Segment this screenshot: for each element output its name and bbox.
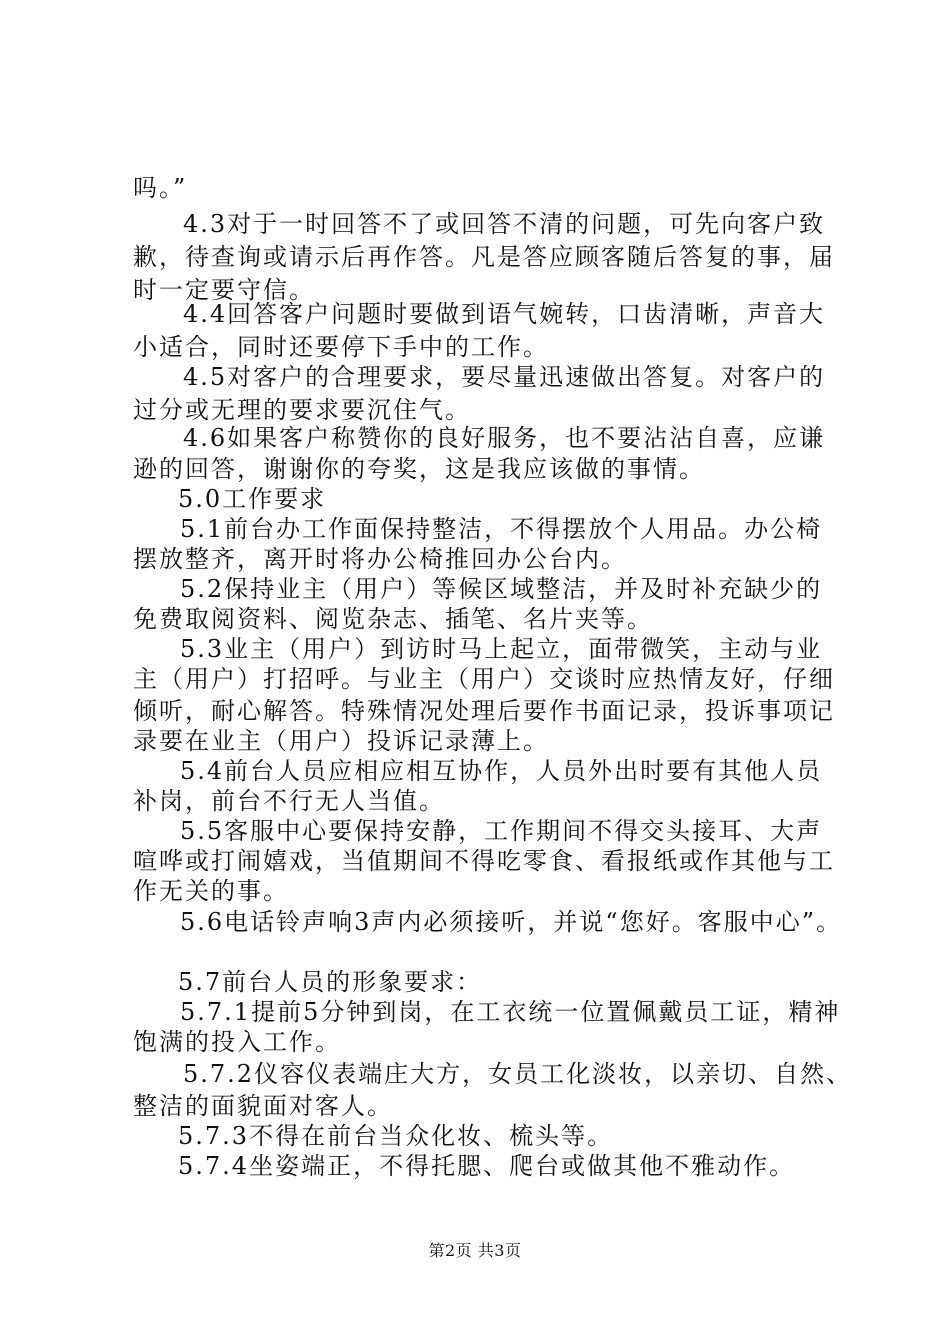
body-line: 录要在业主（用户）投诉记录薄上。 — [133, 727, 549, 755]
body-line: 过分或无理的要求要沉住气。 — [133, 396, 471, 424]
body-line: 5.7.1提前5分钟到岗，在工衣统一位置佩戴员工证，精神 — [180, 998, 841, 1026]
body-line: 5.7.4坐姿端正，不得托腮、爬台或做其他不雅动作。 — [178, 1152, 796, 1180]
body-line: 作无关的事。 — [133, 877, 289, 905]
body-line: 5.5客服中心要保持安静，工作期间不得交头接耳、大声 — [180, 817, 823, 845]
body-line: 5.1前台办工作面保持整洁，不得摆放个人用品。办公椅 — [180, 515, 823, 543]
body-line: 5.7.2仪容仪表端庄大方，女员工化淡妆，以亲切、自然、 — [183, 1060, 853, 1088]
body-line: 整洁的面貌面对客人。 — [133, 1092, 393, 1120]
body-line: 4.5对客户的合理要求，要尽量迅速做出答复。对客户的 — [183, 363, 826, 391]
body-line: 补岗，前台不行无人当值。 — [133, 787, 445, 815]
body-line: 时一定要守信。 — [133, 276, 315, 304]
body-line: 吗。” — [133, 174, 188, 202]
page-number-footer: 第2页 共3页 — [428, 1241, 522, 1260]
body-line: 歉，待查询或请示后再作答。凡是答应顾客随后答复的事，届 — [133, 243, 835, 271]
body-line: 5.2保持业主（用户）等候区域整洁，并及时补充缺少的 — [180, 575, 823, 603]
body-line: 倾听，耐心解答。特殊情况处理后要作书面记录，投诉事项记 — [133, 697, 835, 725]
body-line: 5.6电话铃声响3声内必须接听，并说“您好。客服中心”。 — [180, 908, 842, 936]
section-heading: 5.7前台人员的形象要求： — [178, 968, 483, 996]
body-line: 免费取阅资料、阅览杂志、插笔、名片夹等。 — [133, 605, 653, 633]
body-line: 饱满的投入工作。 — [133, 1028, 341, 1056]
body-line: 4.4回答客户问题时要做到语气婉转，口齿清晰，声音大 — [183, 300, 826, 328]
body-line: 摆放整齐，离开时将办公椅推回办公台内。 — [133, 545, 627, 573]
body-line: 小适合，同时还要停下手中的工作。 — [133, 333, 549, 361]
body-line: 4.6如果客户称赞你的良好服务，也不要沾沾自喜，应谦 — [183, 424, 826, 452]
section-heading: 5.0工作要求 — [178, 485, 327, 513]
body-line: 逊的回答，谢谢你的夸奖，这是我应该做的事情。 — [133, 455, 705, 483]
body-line: 5.4前台人员应相应相互协作，人员外出时要有其他人员 — [180, 757, 823, 785]
body-line: 主（用户）打招呼。与业主（用户）交谈时应热情友好，仔细 — [133, 665, 835, 693]
body-line: 5.7.3不得在前台当众化妆、梳头等。 — [178, 1122, 614, 1150]
body-line: 4.3对于一时回答不了或回答不清的问题，可先向客户致 — [183, 210, 826, 238]
body-line: 喧哗或打闹嬉戏，当值期间不得吃零食、看报纸或作其他与工 — [133, 847, 835, 875]
body-line: 5.3业主（用户）到访时马上起立，面带微笑，主动与业 — [180, 635, 823, 663]
